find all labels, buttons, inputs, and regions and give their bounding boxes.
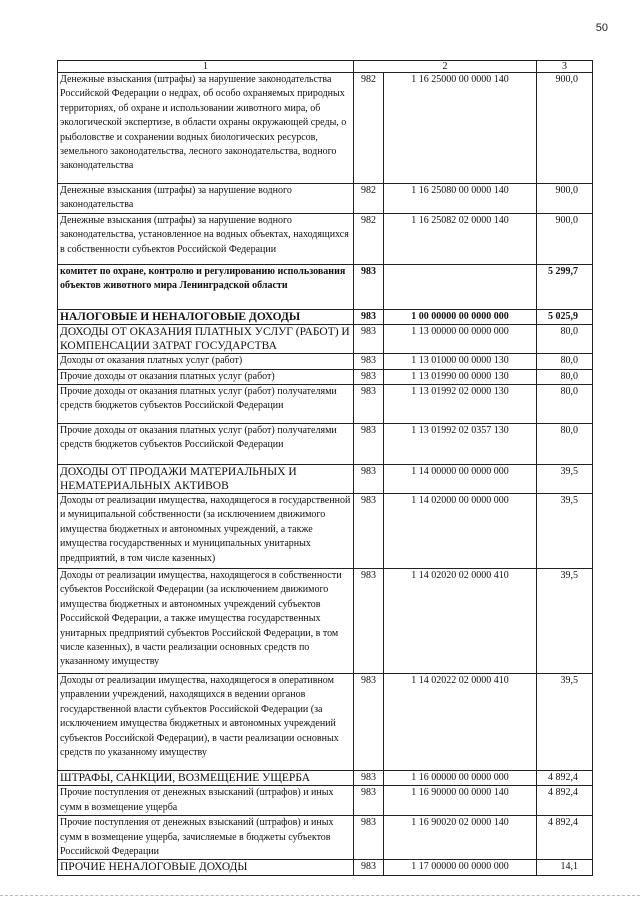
row-description: Доходы от реализации имущества, находящегося в оперативном управлении учреждений, находящихся в ведении органов государственной власти субъектов Российской Федерации (за исключением имущества бюджетных и автономных учреждений субъектов Российской Федерации), в части реализации основных средств по указанному имуществу xyxy=(58,674,354,771)
row-description: ПРОЧИЕ НЕНАЛОГОВЫЕ ДОХОДЫ xyxy=(58,860,354,875)
table-row xyxy=(58,264,593,309)
row-amount: 5 299,7 xyxy=(537,264,593,309)
row-budget-code: 1 16 00000 00 0000 000 xyxy=(384,771,537,786)
table-row xyxy=(58,465,593,494)
row-description: Денежные взыскания (штрафы) за нарушение законодательства Российской Федерации о недрах, об особо охраняемых природных территориях, об охране и использовании животного мира, об экологической экспертизе, в области охраны окружающей среды, о рыболовстве и сохранении водных биологических ресурсов, земельного законодательства, лесного законодательства, водного законодательства xyxy=(58,73,354,184)
row-admin-code: 983 xyxy=(354,569,384,674)
table-row xyxy=(58,860,593,875)
row-admin-code: 982 xyxy=(354,184,384,214)
row-description: ДОХОДЫ ОТ ПРОДАЖИ МАТЕРИАЛЬНЫХ И НЕМАТЕРИАЛЬНЫХ АКТИВОВ xyxy=(58,465,354,494)
table-row xyxy=(58,385,593,424)
row-budget-code: 1 14 00000 00 0000 000 xyxy=(384,465,537,494)
table-row xyxy=(58,73,593,184)
row-admin-code: 983 xyxy=(354,424,384,465)
row-budget-code: 1 16 90020 02 0000 140 xyxy=(384,816,537,860)
row-amount: 4 892,4 xyxy=(537,816,593,860)
row-admin-code: 983 xyxy=(354,674,384,771)
row-admin-code: 982 xyxy=(354,213,384,264)
row-admin-code: 983 xyxy=(354,309,384,324)
row-amount: 80,0 xyxy=(537,385,593,424)
row-admin-code: 983 xyxy=(354,465,384,494)
row-description: Прочие доходы от оказания платных услуг (работ) xyxy=(58,369,354,384)
row-budget-code: 1 16 90000 00 0000 140 xyxy=(384,786,537,816)
row-admin-code: 983 xyxy=(354,494,384,569)
row-budget-code: 1 13 01990 00 0000 130 xyxy=(384,369,537,384)
row-amount: 39,5 xyxy=(537,494,593,569)
row-description: Доходы от реализации имущества, находящегося в собственности субъектов Российской Федерации (за исключением движимого имущества бюджетных и автономных учреждений субъектов Российской Федерации, а также имущества государственных унитарных предприятий субъектов Российской Федерации, в том числе казенных), в части реализации основных средств по указанному имуществу xyxy=(58,569,354,674)
row-description: Доходы от оказания платных услуг (работ) xyxy=(58,354,354,369)
page-number: 50 xyxy=(595,22,608,34)
table-row xyxy=(58,424,593,465)
row-budget-code: 1 13 01000 00 0000 130 xyxy=(384,354,537,369)
table-row xyxy=(58,354,593,369)
row-amount: 900,0 xyxy=(537,73,593,184)
row-admin-code: 983 xyxy=(354,385,384,424)
row-budget-code: 1 16 25000 00 0000 140 xyxy=(384,73,537,184)
revenue-table xyxy=(57,60,593,876)
row-budget-code: 1 13 01992 02 0000 130 xyxy=(384,385,537,424)
row-amount: 39,5 xyxy=(537,674,593,771)
row-description: Денежные взыскания (штрафы) за нарушение водного законодательства xyxy=(58,184,354,214)
row-amount: 80,0 xyxy=(537,424,593,465)
row-admin-code: 983 xyxy=(354,860,384,875)
row-description: Прочие доходы от оказания платных услуг (работ) получателями средств бюджетов субъектов Российской Федерации xyxy=(58,424,354,465)
row-budget-code: 1 13 00000 00 0000 000 xyxy=(384,325,537,354)
row-description: комитет по охране, контролю и регулированию использования объектов животного мира Ленинградской области xyxy=(58,264,354,309)
row-admin-code: 982 xyxy=(354,73,384,184)
row-admin-code: 983 xyxy=(354,816,384,860)
header-col-2: 2 xyxy=(354,61,537,73)
row-budget-code: 1 14 02000 00 0000 000 xyxy=(384,494,537,569)
row-amount: 4 892,4 xyxy=(537,786,593,816)
row-amount: 5 025,9 xyxy=(537,309,593,324)
table-row xyxy=(58,213,593,264)
row-amount: 80,0 xyxy=(537,354,593,369)
row-budget-code: 1 17 00000 00 0000 000 xyxy=(384,860,537,875)
table-row xyxy=(58,309,593,324)
row-amount: 900,0 xyxy=(537,184,593,214)
row-amount: 900,0 xyxy=(537,213,593,264)
header-col-1: 1 xyxy=(58,61,354,73)
row-budget-code: 1 00 00000 00 0000 000 xyxy=(384,309,537,324)
row-description: ДОХОДЫ ОТ ОКАЗАНИЯ ПЛАТНЫХ УСЛУГ (РАБОТ) И КОМПЕНСАЦИИ ЗАТРАТ ГОСУДАРСТВА xyxy=(58,325,354,354)
row-description: Денежные взыскания (штрафы) за нарушение водного законодательства, установленное на водных объектах, находящихся в собственности субъектов Российской Федерации xyxy=(58,213,354,264)
row-budget-code: 1 13 01992 02 0357 130 xyxy=(384,424,537,465)
row-admin-code: 983 xyxy=(354,771,384,786)
row-amount: 4 892,4 xyxy=(537,771,593,786)
table-row xyxy=(58,816,593,860)
row-budget-code: 1 14 02022 02 0000 410 xyxy=(384,674,537,771)
row-description: ШТРАФЫ, САНКЦИИ, ВОЗМЕЩЕНИЕ УЩЕРБА xyxy=(58,771,354,786)
row-admin-code: 983 xyxy=(354,354,384,369)
table-row xyxy=(58,325,593,354)
row-description: НАЛОГОВЫЕ И НЕНАЛОГОВЫЕ ДОХОДЫ xyxy=(58,309,354,324)
row-amount: 80,0 xyxy=(537,325,593,354)
row-amount: 80,0 xyxy=(537,369,593,384)
row-budget-code: 1 16 25082 02 0000 140 xyxy=(384,213,537,264)
table-row xyxy=(58,771,593,786)
row-amount: 39,5 xyxy=(537,569,593,674)
row-description: Прочие доходы от оказания платных услуг (работ) получателями средств бюджетов субъектов Российской Федерации xyxy=(58,385,354,424)
row-description: Прочие поступления от денежных взысканий (штрафов) и иных сумм в возмещение ущерба xyxy=(58,786,354,816)
row-budget-code: 1 16 25080 00 0000 140 xyxy=(384,184,537,214)
row-admin-code: 983 xyxy=(354,264,384,309)
row-admin-code: 983 xyxy=(354,325,384,354)
header-col-3: 3 xyxy=(537,61,593,73)
row-description: Доходы от реализации имущества, находящегося в государственной и муниципальной собственности (за исключением движимого имущества бюджетных и автономных учреждений, а также имущества государственных и муниципальных унитарных предприятий, в том числе казенных) xyxy=(58,494,354,569)
row-admin-code: 983 xyxy=(354,786,384,816)
table-row xyxy=(58,494,593,569)
table-row xyxy=(58,184,593,214)
table-row xyxy=(58,674,593,771)
table-header-row xyxy=(58,61,593,73)
row-amount: 39,5 xyxy=(537,465,593,494)
row-description: Прочие поступления от денежных взысканий (штрафов) и иных сумм в возмещение ущерба, зачисляемые в бюджеты субъектов Российской Федерации xyxy=(58,816,354,860)
row-amount: 14,1 xyxy=(537,860,593,875)
table-row xyxy=(58,369,593,384)
table-row xyxy=(58,569,593,674)
scan-footer-line xyxy=(0,895,640,897)
row-budget-code: 1 14 02020 02 0000 410 xyxy=(384,569,537,674)
row-admin-code: 983 xyxy=(354,369,384,384)
table-row xyxy=(58,786,593,816)
row-budget-code xyxy=(384,264,537,309)
